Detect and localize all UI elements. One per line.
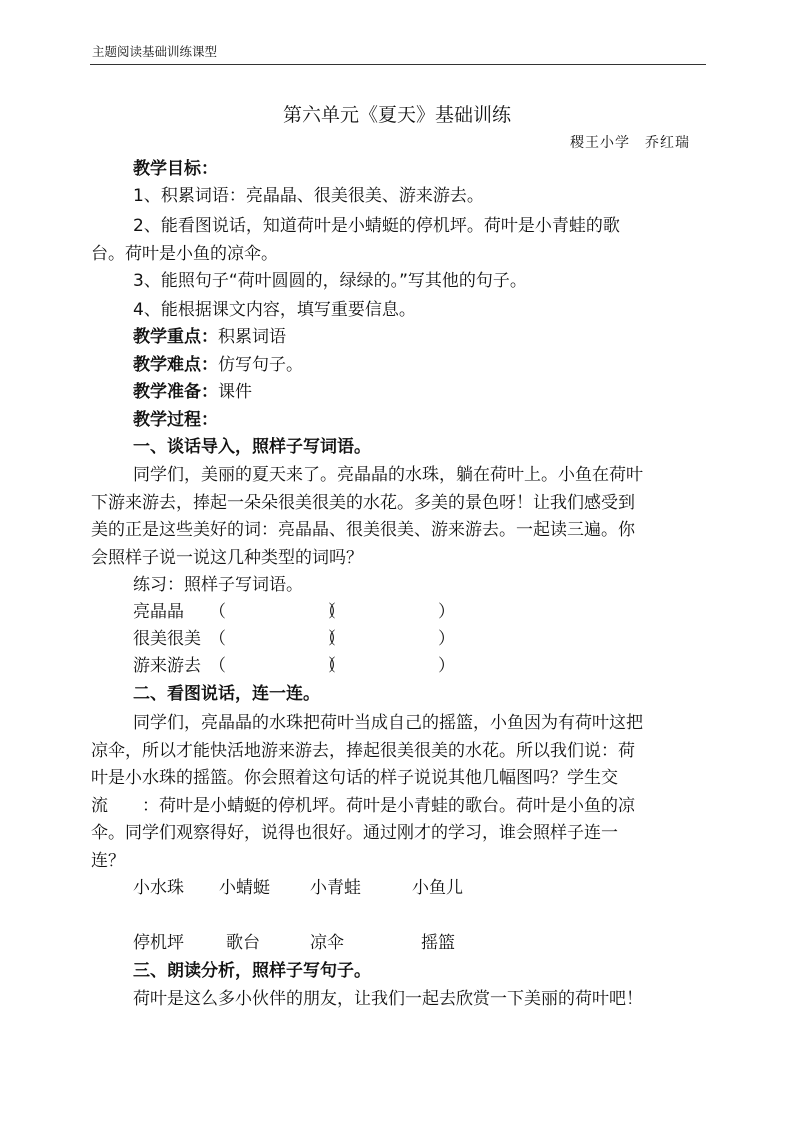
preparation-value: 课件	[218, 382, 252, 402]
section2-para-line: 流 ：荷叶是小蜻蜓的停机坪。荷叶是小青蛙的歌台。荷叶是小鱼的凉	[91, 796, 635, 816]
section1-para-line: 下游来游去，捧起一朵朵很美很美的水花。多美的景色呀！让我们感受到	[91, 493, 635, 513]
difficulty-value: 仿写句子。	[218, 355, 303, 375]
difficulty-label: 教学难点：	[133, 355, 218, 375]
place-label[interactable]: 歌台	[226, 933, 260, 953]
section2-para-line: 叶是小水珠的摇篮。你会照着这句话的样子说说其他几幅图吗？学生交	[91, 768, 618, 788]
section1-heading: 一、谈话导入，照样子写词语。	[133, 437, 371, 457]
page-title: 第六单元《夏天》基础训练	[282, 104, 511, 126]
blank-field[interactable]: （ ）	[319, 656, 455, 676]
objective-item: 台。荷叶是小鱼的凉伞。	[91, 244, 278, 264]
key-point-line	[133, 322, 286, 347]
key-point-label: 教学重点：	[133, 327, 218, 347]
author-line: 稷王小学 乔红瑞	[570, 135, 690, 151]
section1-para-line: 同学们，美丽的夏天来了。亮晶晶的水珠，躺在荷叶上。小鱼在荷叶	[133, 465, 643, 485]
exercise-word: 亮晶晶	[133, 602, 184, 622]
section2-para-line: 连？	[91, 851, 125, 871]
blank-field[interactable]: （ ）	[319, 629, 455, 649]
section3-para: 荷叶是这么多小伙伴的朋友，让我们一起去欣赏一下美丽的荷叶吧！	[133, 989, 643, 1009]
animal-label[interactable]: 小水珠	[133, 878, 184, 898]
preparation-label: 教学准备：	[133, 382, 218, 402]
section2-para-line: 同学们，亮晶晶的水珠把荷叶当成自己的摇篮，小鱼因为有荷叶这把	[133, 713, 643, 733]
page-header: 主题阅读基础训练课型	[92, 44, 218, 59]
blank-field[interactable]: （ ）	[209, 629, 345, 649]
animal-label[interactable]: 小鱼儿	[412, 878, 463, 898]
section1-para-line: 美的正是这些美好的词：亮晶晶、很美很美、游来游去。一起读三遍。你	[91, 520, 635, 540]
objective-item: 3、能照句子“荷叶圆圆的，绿绿的。”写其他的句子。	[133, 271, 527, 291]
blank-field[interactable]: （ ）	[209, 602, 345, 622]
objectives-heading: 教学目标：	[133, 159, 218, 179]
section1-para-line: 会照样子说一说这几种类型的词吗？	[91, 548, 363, 568]
animal-label[interactable]: 小青蛙	[310, 878, 361, 898]
blank-field[interactable]: （ ）	[319, 602, 455, 622]
header-rule	[90, 64, 706, 65]
exercise-label: 练习：照样子写词语。	[133, 575, 303, 595]
exercise-word: 游来游去	[133, 656, 201, 676]
place-label[interactable]: 摇篮	[421, 933, 455, 953]
key-point-value: 积累词语	[218, 327, 286, 347]
objective-item: 1、积累词语：亮晶晶、很美很美、游来游去。	[133, 186, 484, 206]
blank-field[interactable]: （ ）	[209, 656, 345, 676]
preparation-line	[133, 377, 252, 402]
process-heading: 教学过程：	[133, 410, 218, 430]
place-label[interactable]: 凉伞	[310, 933, 344, 953]
objective-item: 2、能看图说话，知道荷叶是小蜻蜓的停机坪。荷叶是小青蛙的歌	[133, 216, 620, 236]
difficulty-line	[133, 350, 303, 375]
animal-label[interactable]: 小蜻蜓	[219, 878, 270, 898]
section2-para-line: 伞。同学们观察得好，说得也很好。通过刚才的学习，谁会照样子连一	[91, 823, 618, 843]
section3-heading: 三、朗读分析，照样子写句子。	[133, 961, 371, 981]
section2-para-line: 凉伞，所以才能快活地游来游去，捧起很美很美的水花。所以我们说：荷	[91, 741, 635, 761]
section2-heading: 二、看图说话，连一连。	[133, 684, 320, 704]
exercise-word: 很美很美	[133, 629, 201, 649]
place-label[interactable]: 停机坪	[133, 933, 184, 953]
objective-item: 4、能根据课文内容，填写重要信息。	[133, 300, 416, 320]
